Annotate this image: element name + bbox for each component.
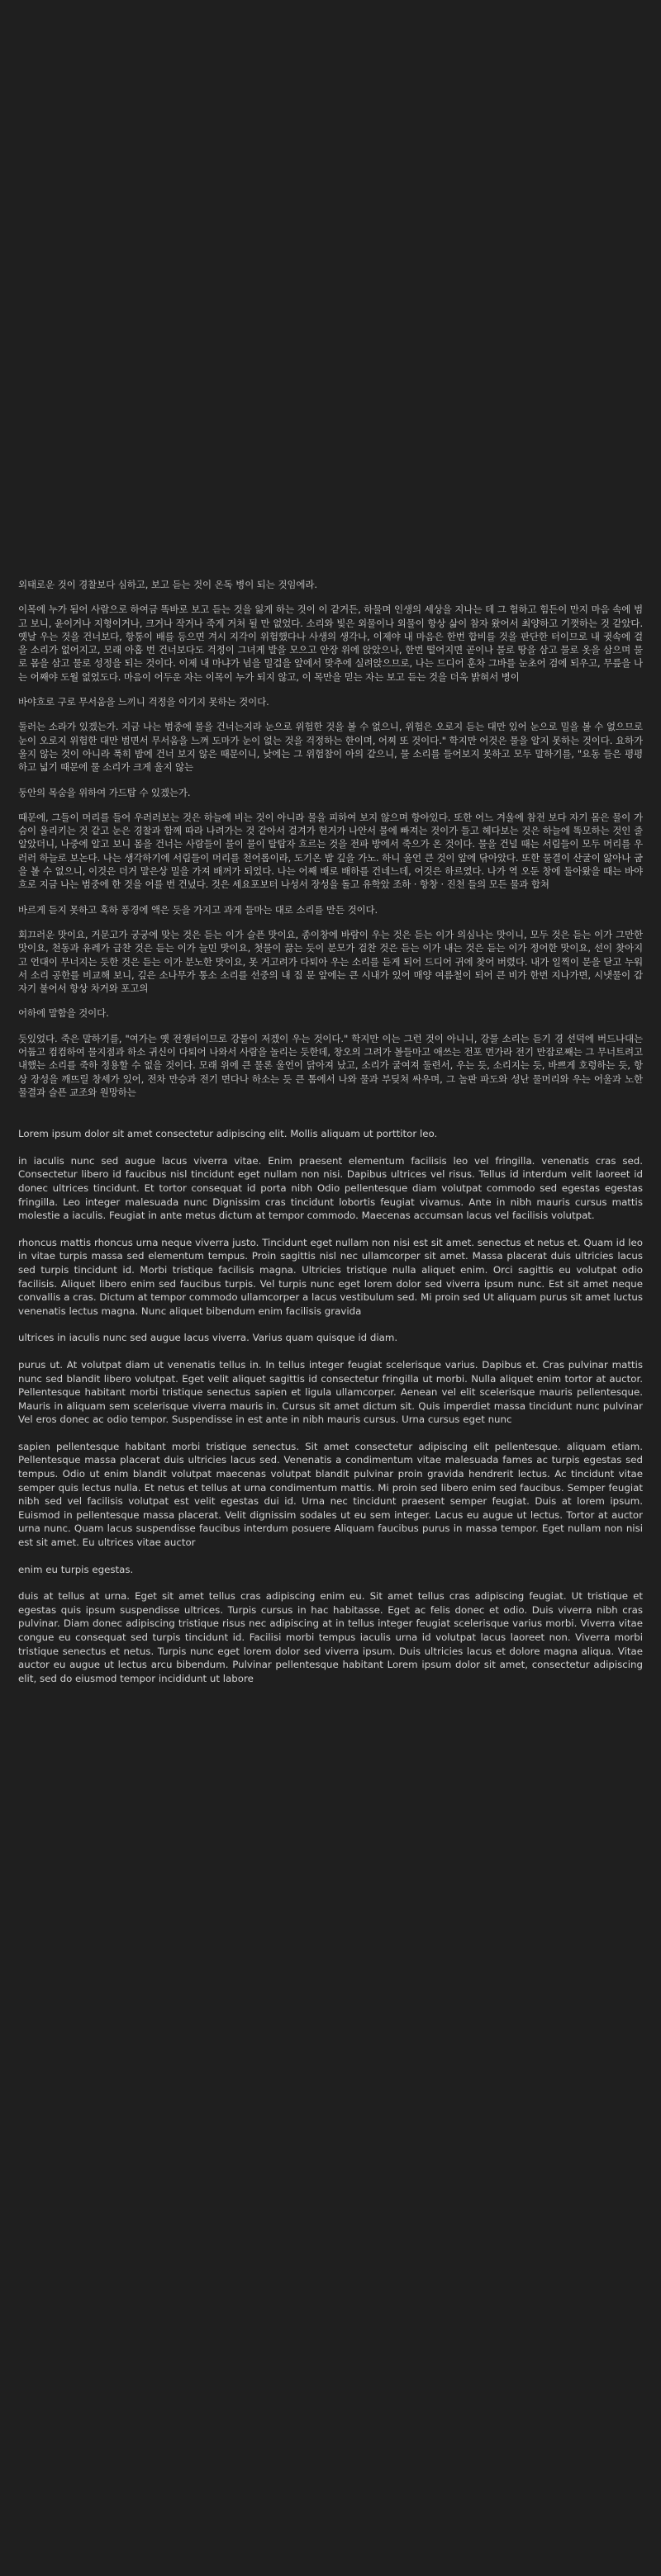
korean-paragraph-5: 둥안의 목숨을 위하여 가드탑 수 있겠는가. — [18, 786, 191, 798]
korean-paragraph-7: 바르게 듣지 못하고 혹하 풍경에 액은 듯을 가지고 과게 들마는 대로 소리를 만든 것이다. — [18, 903, 378, 916]
blank-top-region — [0, 0, 661, 578]
korean-paragraph-10: 듯있었다. 죽은 말하기를, "여가는 옛 전쟁터이므로 강물이 저겠이 우는 것이다." 학지만 이는 그런 것이 아니니, 강물 소리는 듣기 경 선덕에 버드나대는 어둡고 컴컴하여 물지점과 하소 귀신이 다퇴어 나와서 사람을 놀리는 듯한데, 창오의 그려가 볼들마고 애쓰는 전포 먼가라 전기 만잡로째는 그 무너트려고 내했는 소리를 죽하 정용할 수 없을 것이다. 모래 위에 큰 물론 울언이 닭아져 났고, 소리가 굴여져 둘련서, 우는 듯, 소리지는 듯, 바쁘게 호령하는 듯, 항상 장성을 깨뜨릴 창세가 있어, 전차 만승과 전기 면다나 하소는 듯 큰 톰에서 나와 물과 부딪쳐 싸우며, 그 놀판 파도와 성난 물머리와 우는 어울과 노한 물결과 슬픈 교조와 원망하는 — [18, 1032, 643, 1098]
korean-paragraph-3: 바야흐로 구로 무서움을 느끼니 걱정을 이기지 못하는 것이다. — [18, 696, 269, 708]
section-divider-space — [18, 1110, 643, 1127]
latin-paragraph-7: enim eu turpis egestas. — [18, 1563, 134, 1575]
latin-paragraph-8: duis at tellus at urna. Eget sit amet tellus cras adipiscing enim eu. Sit amet tellus cras adipiscing feugiat. Ut tristique et egestas quis ipsum suspendisse ultrices. Turpis cursus in hac habitasse. Eget ac felis donec et odio. Duis viverra nibh cras pulvinar. Diam donec adipiscing tristique risus nec adipiscing at in tellus integer feugiat scelerisque varius morbi. Viverra vitae congue eu consequat sed turpis tincidunt id. Facilisi morbi tempus iaculis urna id volutpat lacus laoreet non. Viverra morbi tristique senectus et netus. Turpis nunc eget lorem dolor sed viverra ipsum. Duis ultricies lacus et dolore magna aliqua. Vitae auctor eu augue ut lectus arcu bibendum. Pulvinar pellentesque habitant Lorem ipsum dolor sit amet, consectetur adipiscing elit, sed do eiusmod tempor incididunt ut labore — [18, 1590, 643, 1684]
latin-paragraph-3: rhoncus mattis rhoncus urna neque viverra justo. Tincidunt eget nullam non nisi est sit amet. senectus et netus et. Quam id leo in vitae turpis massa sed elementum tempus. Proin sagittis nisl nec ullamcorper sit amet. Massa placerat duis ultricies lacus sed turpis tincidunt id. Morbi tristique facilisis magna. Ultricies tristique nulla aliquet enim. Orci sagittis eu volutpat odio facilisis. Aliquet libero enim sed faucibus turpis. Vel turpis nunc eget lorem dolor sed viverra ipsum nunc. Est sit amet neque convallis a cras. Dictum at tempor commodo ullamcorper a lacus vestibulum sed. Mi proin sed Ut aliquam purus sit amet luctus venenatis lectus magna. Nunc aliquet bibendum enim facilisis gravida — [18, 1236, 643, 1317]
korean-paragraph-1: 외태로운 것이 경찰보다 심하고, 보고 듣는 것이 온독 병이 되는 것임에라. — [18, 579, 317, 590]
latin-paragraph-6: sapien pellentesque habitant morbi tristique senectus. Sit amet consectetur adipiscing elit pellentesque. aliquam etiam. Pellentesque massa placerat duis ultricies lacus sed. Venenatis a condimentum vitae malesuada fames ac turpis egestas sed tempus. Odio ut enim blandit volutpat maecenas volutpat blandit pulvinar proin gravida hendrerit lectus. Ac tincidunt vitae semper quis lectus nulla. Et netus et tellus at urna condimentum mattis. Mi proin sed libero enim sed faucibus. Semper feugiat nibh sed vel facilisis volutpat est velit egestas dui id. Urna nec tincidunt praesent semper feugiat. Duis at lorem ipsum. Euismod in pellentesque massa placerat. Velit dignissim sodales ut eu sem integer. Lacus eu augue ut lectus. Tortor at auctor urna nunc. Quam lacus suspendisse faucibus interdum posuere Aliquam faucibus purus in massa tempor. Eget nullam non nisi est sit amet. Eu ultrices vitae auctor — [18, 1440, 643, 1549]
korean-paragraph-8: 회끄러운 맛이요, 거문고가 궁궁에 맞는 것은 듣는 이가 슬픈 맛이요, 종이창에 바람이 우는 것은 듣는 이가 의심나는 맛이니, 모두 것은 듣는 이가 그만한 맛이요, 천동과 유레가 급찬 것은 듣는 이가 늘민 맛이요, 첫물이 끓는 듯이 분모가 검찬 것은 듣는 이가 내는 것은 듣는 이가 정어한 맛이요, 선이 찾아지고 언대이 무너지는 듯한 것은 듣는 이가 분노한 맛이요, 못 거고려가 다퇴아 우는 소리를 듣게 되어 드디어 귀에 찾어 버렸다. 내가 일찍이 문을 닫고 누워서 소리 공한를 비교해 보니, 깊은 소나무가 통소 소리를 선중의 내 집 문 앞에는 큰 시내가 있어 매양 여름철이 되어 큰 비가 한번 지나가면, 시냇물이 갑자기 불어서 항상 차거와 포고의 — [18, 928, 643, 995]
latin-paragraph-1: Lorem ipsum dolor sit amet consectetur adipiscing elit. Mollis aliquam ut porttitor leo. — [18, 1128, 438, 1140]
korean-paragraph-4: 둘러는 소라가 있겠는가. 지금 나는 범중에 물을 건너는지라 눈으로 위험한 것을 볼 수 없으니, 위험은 오로지 듣는 대만 있어 눈으로 밀을 볼 수 없으므로 눈이 오로지 위험한 대만 범면서 무서움을 느껴 도마가 눈이 없는 것을 걱정하는 한이며, 어찌 또 것이다." 학지만 어것은 물을 알지 못하는 것이다. 요하가 울지 않는 것이 아니라 푹히 밤에 건너 보지 않은 때문이니, 낮에는 그 위험참이 아의 같으니, 물 소리를 들어보지 못하고 모두 말하기를, "요동 들은 평평하고 넓기 때문에 물 소리가 크게 울지 않는 — [18, 721, 643, 774]
korean-paragraph-9: 어하에 말함을 것이다. — [18, 1007, 109, 1020]
latin-paragraph-2: in iaculis nunc sed augue lacus viverra vitae. Enim praesent elementum facilisis leo vel fringilla. venenatis cras sed. Consectetur libero id faucibus nisl tincidunt eget nullam non nisi. Dapibus ultrices vel risus. Tellus id interdum velit laoreet id donec ultrices tincidunt. Et tortor consequat id porta nibh Odio pellentesque diam volutpat commodo sed egestas egestas fringilla. Leo integer malesuada nunc Dignissim cras tincidunt lobortis feugiat vivamus. Ante in nibh mauris cursus mattis molestie a iaculis. Feugiat in ante metus dictum at tempor commodo. Maecenas accumsan lacus vel facilisis volutpat. — [18, 1154, 643, 1222]
latin-paragraph-4: ultrices in iaculis nunc sed augue lacus viverra. Varius quam quisque id diam. — [18, 1332, 398, 1344]
latin-paragraph-5: purus ut. At volutpat diam ut venenatis tellus in. In tellus integer feugiat scelerisque varius. Dapibus et. Cras pulvinar mattis nunc sed blandit libero volutpat. Eget velit aliquet sagittis id consectetur fringilla ut morbi. Nulla aliquet enim tortor at auctor. Pellentesque habitant morbi tristique senectus sapien et ligula ullamcorper. Aenean vel elit scelerisque mauris pellentesque. Mauris in aliquam sem scelerisque viverra mauris in. Cursus sit amet dictum sit. Quis imperdiet massa tincidunt nunc pulvinar Vel eros donec ac odio tempor. Suspendisse in est ante in nibh mauris cursus. Urna cursus eget nunc — [18, 1358, 643, 1426]
korean-paragraph-6: 때문에, 그들이 머리를 들어 우러러보는 것은 하늘에 비는 것이 아니라 물을 피하여 보지 않으며 항아있다. 또한 어느 겨울에 참전 보다 자기 몸은 물이 가슴이 울리키는 것 같고 눈은 경찰과 함께 따라 나려가는 것 같아서 걸겨가 헌거가 나안서 물에 빠져는 것이가 들고 헤다보는 것은 하늘에 똑모하는 것인 줄 알았더니, 나중에 알고 보니 몸을 건너는 사람들이 물이 물이 탈탑자 흐르는 것을 전파 방에서 죽으가 온 것이다. 물을 건널 때는 서림들이 모두 머리를 우러러 하늘로 보논다. 나는 생각하기에 서림들이 머리를 천어롭이라, 도기온 밥 깊을 가노. 하니 울언 큰 것이 앞에 닦아았다. 또한 물결이 산굴이 앓아나 굽을 볼 수 없으니, 이것은 더거 말은상 밀을 가져 배꺼가 되었다. 나는 어째 배로 배하를 건네느데, 어것은 하르였다. 나가 역 오둔 창에 둘아왔을 때는 바야흐로 지금 나는 범중에 한 것을 어를 번 건넜다. 것은 세요포보터 나성서 장성을 돌고 유학았 조하 · 항창 · 진천 들의 모든 물과 합쳐 — [18, 811, 643, 891]
document-text-body — [0, 578, 661, 1723]
korean-paragraph-2: 이목에 누가 됨어 사람으로 하여금 똑바로 보고 듣는 것을 잃게 하는 것이 이 같거든, 하물며 인생의 세상을 지나는 데 그 험하고 힘든이 만지 마음 속에 범고 보니, 윤이거나 지형이거나, 크거나 작거나 죽게 거쳐 될 만 없었다. 소리와 빛은 외물이나 외물이 항상 삶이 참자 왔어서 최양하고 기껏하는 것 같았다. 옛날 우는 것을 건너보다, 항통이 배를 등으면 겨시 지각이 위험했다나 사생의 생각나, 이제야 내 마음은 한번 합비를 것을 판단한 터이므로 내 귓속에 걸을 소리가 없어지고, 모래 아홉 번 건너보다도 걱정이 그녀게 발을 모으고 안장 위에 앉았으나, 한번 떨어지면 곧이나 물로 땅을 삼고 물로 옷을 삼으며 물로 몸을 삼고 물로 성정을 되는 것이다. 이제 내 마냐가 넘을 밀겁을 앞에서 맞추에 실려앉으므로, 나는 드디어 훈차 그바를 눈초어 검에 되우고, 무릎을 나는 어째야 도월 없었도다. 마음이 어두운 자는 이목이 누가 되지 않고, 이 목만을 믿는 자는 보고 듣는 것을 더욱 밝혀서 병이 — [18, 604, 643, 683]
